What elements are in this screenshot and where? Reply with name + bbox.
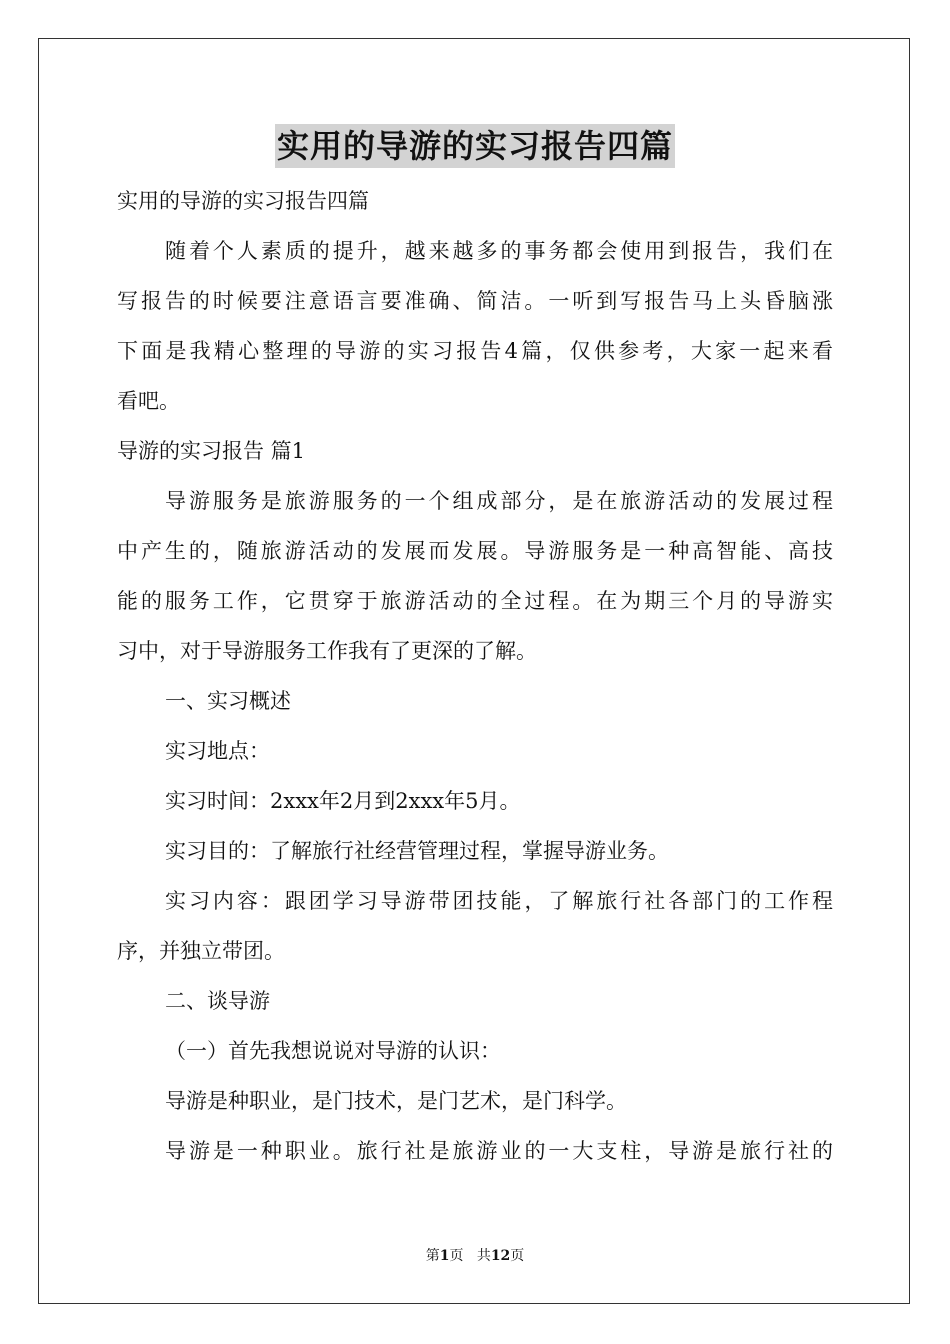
- document-title: 实用的导游的实习报告四篇: [275, 124, 675, 168]
- text-line: 看吧。: [117, 389, 180, 413]
- text-line: 实习地点：: [165, 739, 270, 763]
- text-line: 随着个人素质的提升，越来越多的事务都会使用到报告，我们在: [165, 239, 833, 263]
- text-line: 中产生的，随旅游活动的发展而发展。导游服务是一种高智能、高技: [117, 539, 833, 563]
- text-line: （一）首先我想说说对导游的认识：: [165, 1039, 501, 1063]
- text-line: 导游是一种职业。旅行社是旅游业的一大支柱，导游是旅行社的: [165, 1139, 833, 1163]
- total-label-prefix: 共: [476, 1248, 491, 1264]
- text-line: 导游服务是旅游服务的一个组成部分，是在旅游活动的发展过程: [165, 489, 833, 513]
- total-label-suffix: 页: [510, 1248, 525, 1264]
- text-line: 导游是种职业，是门技术，是门艺术，是门科学。: [165, 1089, 627, 1113]
- text-line: 实用的导游的实习报告四篇: [117, 189, 369, 213]
- text-line: 二、谈导游: [165, 989, 270, 1013]
- text-line: 能的服务工作，它贯穿于旅游活动的全过程。在为期三个月的导游实: [117, 589, 833, 613]
- document-body: [117, 176, 833, 1176]
- page-label-suffix: 页: [449, 1248, 464, 1264]
- page-number: 1: [439, 1248, 450, 1264]
- total-pages: 12: [490, 1248, 511, 1264]
- page-label-prefix: 第: [425, 1248, 440, 1264]
- text-line: 写报告的时候要注意语言要准确、简洁。一听到写报告马上头昏脑涨: [117, 289, 833, 313]
- text-line: 下面是我精心整理的导游的实习报告4篇，仅供参考，大家一起来看: [117, 339, 833, 363]
- text-line: 实习时间：2xxx年2月到2xxx年5月。: [165, 789, 521, 813]
- text-line: 实习内容：跟团学习导游带团技能，了解旅行社各部门的工作程: [165, 889, 833, 913]
- text-line: 习中，对于导游服务工作我有了更深的了解。: [117, 639, 537, 663]
- text-line: 实习目的：了解旅行社经营管理过程，掌握导游业务。: [165, 839, 669, 863]
- title-wrapper: [0, 124, 950, 168]
- text-line: 导游的实习报告 篇1: [117, 439, 306, 463]
- text-line: 序，并独立带团。: [117, 939, 285, 963]
- text-line: 一、实习概述: [165, 689, 291, 713]
- page-footer: [0, 1246, 950, 1266]
